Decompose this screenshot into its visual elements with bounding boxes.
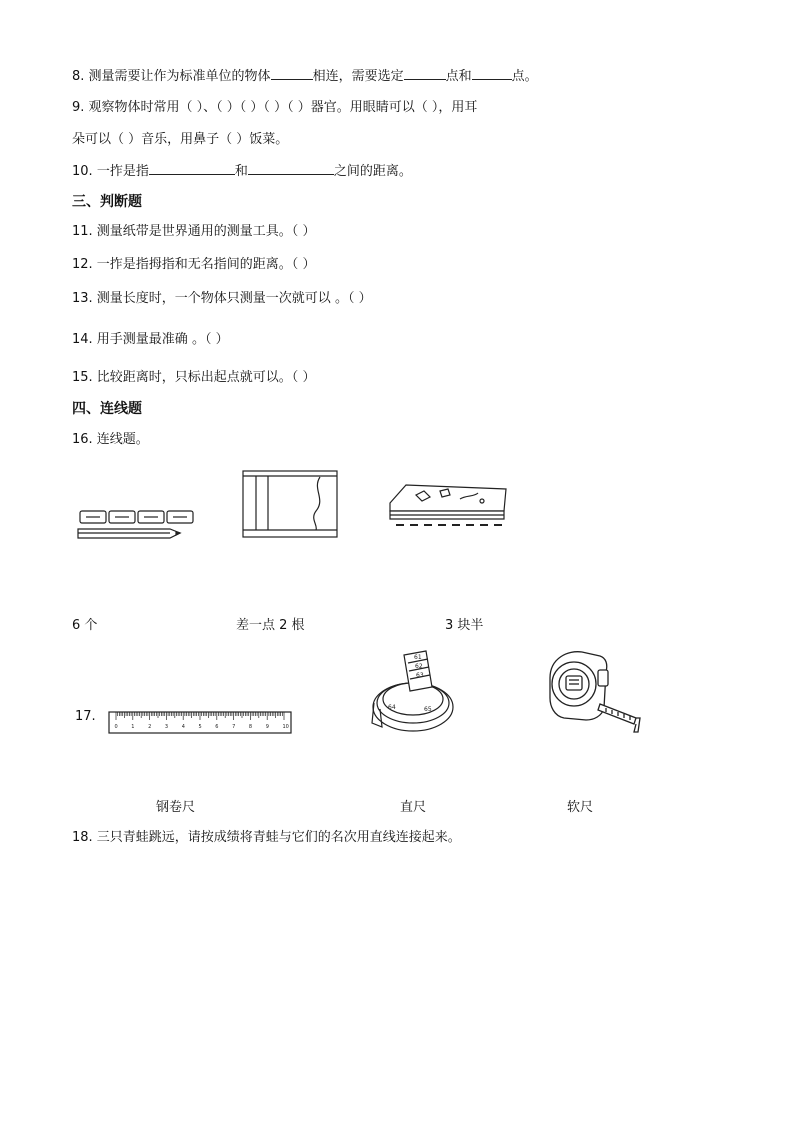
question-9-line-2: 朵可以（ ）音乐，用鼻子（ ）饭菜。 (72, 132, 289, 147)
tape-number-61: 61 (414, 654, 422, 661)
question-18: 18. 三只青蛙跳远，请按成绩将青蛙与它们的名次用直线连接起来。 (72, 830, 461, 845)
q8-number: 8. (72, 69, 85, 84)
book-image (240, 467, 342, 541)
question-10 (72, 162, 412, 181)
ruler-number: 7 (232, 724, 236, 730)
eraser-box-image (386, 481, 510, 539)
q16-label-3-and-half: 3 块半 (445, 618, 484, 633)
q16-label-6: 6 个 (72, 618, 98, 633)
ruler-number: 2 (148, 724, 152, 730)
q8-blank-2[interactable] (404, 67, 446, 80)
question-12: 12. 一拃是指拇指和无名指间的距离。（ ） (72, 257, 316, 272)
question-14: 14. 用手测量最准确 。（ ） (72, 332, 229, 347)
ruler-number: 1 (131, 724, 135, 730)
ruler-number: 3 (164, 724, 169, 730)
tape-number-64: 64 (388, 704, 396, 711)
steel-tape-measure-image (544, 648, 644, 738)
section-4-heading: 四、连线题 (72, 401, 142, 417)
q8-text-4: 点。 (511, 69, 538, 84)
q8-text-1: 测量需要让作为标准单位的物体 (88, 69, 271, 84)
q17-label-steel-tape: 钢卷尺 (156, 800, 196, 815)
tape-number-63: 63 (416, 672, 424, 679)
q17-label-ruler: 直尺 (400, 800, 427, 815)
question-16: 16. 连线题。 (72, 432, 149, 447)
q10-text-1: 一拃是指 (96, 164, 149, 179)
question-15: 15. 比较距离时，只标出起点就可以。（ ） (72, 370, 316, 385)
ruler-number: 4 (181, 724, 185, 730)
q10-number: 10. (72, 164, 93, 179)
q8-blank-1[interactable] (271, 67, 313, 80)
q10-blank-2[interactable] (248, 162, 334, 175)
question-9-line-1: 9. 观察物体时常用（ ）、（ ）（ ）（ ）（ ）器官。用眼睛可以（ ），用耳 (72, 100, 478, 115)
q17-label-soft-tape: 软尺 (567, 800, 594, 815)
question-8 (72, 67, 538, 86)
q16-label-2-rods: 差一点 2 根 (236, 618, 305, 633)
q8-text-3: 点和 (445, 69, 472, 84)
tape-number-62: 62 (415, 663, 423, 670)
q10-text-3: 之间的距离。 (333, 164, 412, 179)
q8-text-2: 相连，需要选定 (312, 69, 404, 84)
pencil-with-erasers-image (76, 505, 198, 545)
ruler-number: 6 (215, 724, 219, 730)
question-13: 13. 测量长度时，一个物体只测量一次就可以 。（ ） (72, 291, 372, 306)
q8-blank-3[interactable] (472, 67, 512, 80)
soft-tape-measure-image (368, 647, 458, 739)
tape-number-65: 65 (424, 706, 432, 713)
question-17-number: 17. (75, 709, 96, 724)
ruler-number: 8 (248, 724, 253, 730)
question-11: 11. 测量纸带是世界通用的测量工具。（ ） (72, 224, 316, 239)
ruler-number: 5 (198, 724, 202, 730)
ruler-number: 0 (114, 724, 118, 730)
ruler-number: 10 (282, 724, 289, 730)
straight-ruler-image (108, 711, 292, 735)
q10-blank-1[interactable] (149, 162, 235, 175)
ruler-number: 9 (265, 724, 269, 730)
section-3-heading: 三、判断题 (72, 194, 142, 210)
q10-text-2: 和 (234, 164, 248, 179)
